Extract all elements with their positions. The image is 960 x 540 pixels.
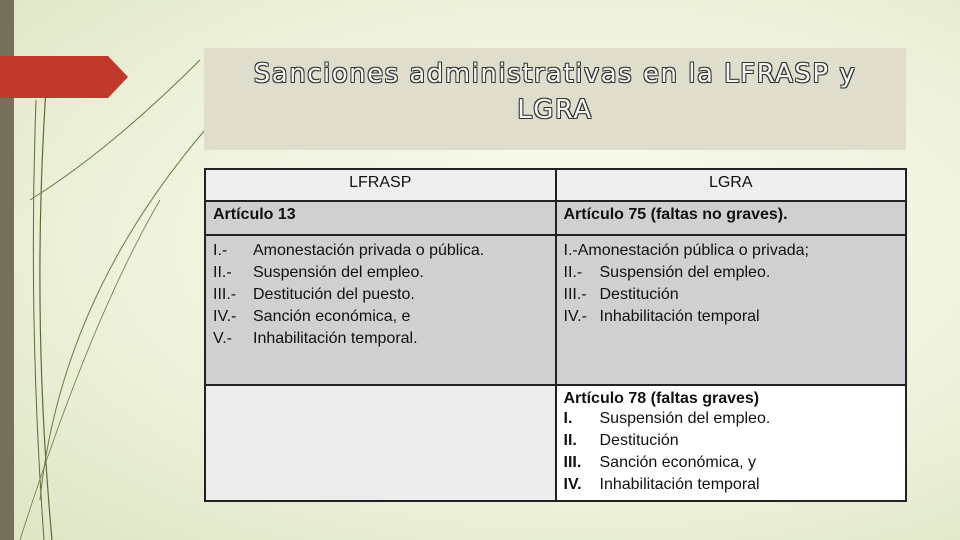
list-item bbox=[564, 430, 899, 452]
lgra-graves-list bbox=[564, 408, 899, 496]
list-item bbox=[213, 284, 548, 306]
item-text: Sanción económica, y bbox=[599, 454, 757, 471]
lfrasp-article-label: Artículo 13 bbox=[213, 206, 296, 223]
sanctions-table bbox=[204, 168, 907, 502]
item-text: Inhabilitación temporal bbox=[599, 476, 760, 493]
header-lfrasp: LFRASP bbox=[205, 169, 556, 201]
item-text: Suspensión del empleo. bbox=[253, 264, 424, 281]
lgra-graves-cell bbox=[556, 385, 907, 501]
list-item bbox=[564, 262, 899, 284]
item-text: Destitución del puesto. bbox=[253, 286, 415, 303]
item-number: IV.- bbox=[563, 308, 587, 325]
item-text: Amonestación pública o privada; bbox=[577, 242, 809, 259]
list-item bbox=[213, 240, 548, 262]
list-item bbox=[564, 408, 899, 430]
lgra-no-graves-list-cell bbox=[556, 235, 907, 385]
item-number: III.- bbox=[213, 286, 237, 303]
item-text: Inhabilitación temporal bbox=[599, 308, 760, 325]
red-arrow-tab bbox=[0, 56, 130, 98]
lfrasp-list bbox=[213, 240, 548, 350]
item-number: I. bbox=[563, 410, 573, 427]
list-item bbox=[213, 328, 548, 350]
lgra-article-78-label: Artículo 78 (faltas graves) bbox=[563, 390, 760, 407]
item-number: III.- bbox=[563, 286, 587, 303]
list-item bbox=[564, 240, 899, 262]
lgra-no-graves-list bbox=[564, 240, 899, 328]
lgra-article-75 bbox=[556, 201, 907, 235]
list-item bbox=[213, 262, 548, 284]
item-text: Suspensión del empleo. bbox=[599, 264, 771, 281]
item-text: Sanción económica, e bbox=[253, 308, 411, 325]
item-number: II.- bbox=[563, 264, 583, 281]
slide-title: Sanciones administrativas en la LFRASP y LGRA bbox=[253, 59, 857, 125]
lgra-article-75-label: Artículo 75 (faltas no graves). bbox=[563, 206, 788, 223]
list-item bbox=[564, 284, 899, 306]
list-item bbox=[564, 306, 899, 328]
item-text: Suspensión del empleo. bbox=[599, 410, 771, 427]
header-lgra: LGRA bbox=[556, 169, 907, 201]
title-box bbox=[204, 48, 906, 150]
lfrasp-article bbox=[205, 201, 556, 235]
item-number: I.- bbox=[563, 242, 578, 259]
item-text: Destitución bbox=[599, 286, 679, 303]
list-item bbox=[564, 452, 899, 474]
lfrasp-list-cell bbox=[205, 235, 556, 385]
empty-cell bbox=[205, 385, 556, 501]
item-number: II. bbox=[563, 432, 577, 449]
list-item bbox=[564, 474, 899, 496]
item-number: IV.- bbox=[213, 308, 237, 325]
list-item bbox=[213, 306, 548, 328]
item-number: IV. bbox=[563, 476, 582, 493]
item-number: V.- bbox=[213, 330, 232, 347]
item-number: III. bbox=[563, 454, 582, 471]
item-text: Destitución bbox=[599, 432, 679, 449]
item-number: I.- bbox=[213, 242, 228, 259]
item-text: Inhabilitación temporal. bbox=[253, 330, 418, 347]
item-number: II.- bbox=[213, 264, 232, 281]
item-text: Amonestación privada o pública. bbox=[253, 242, 485, 259]
